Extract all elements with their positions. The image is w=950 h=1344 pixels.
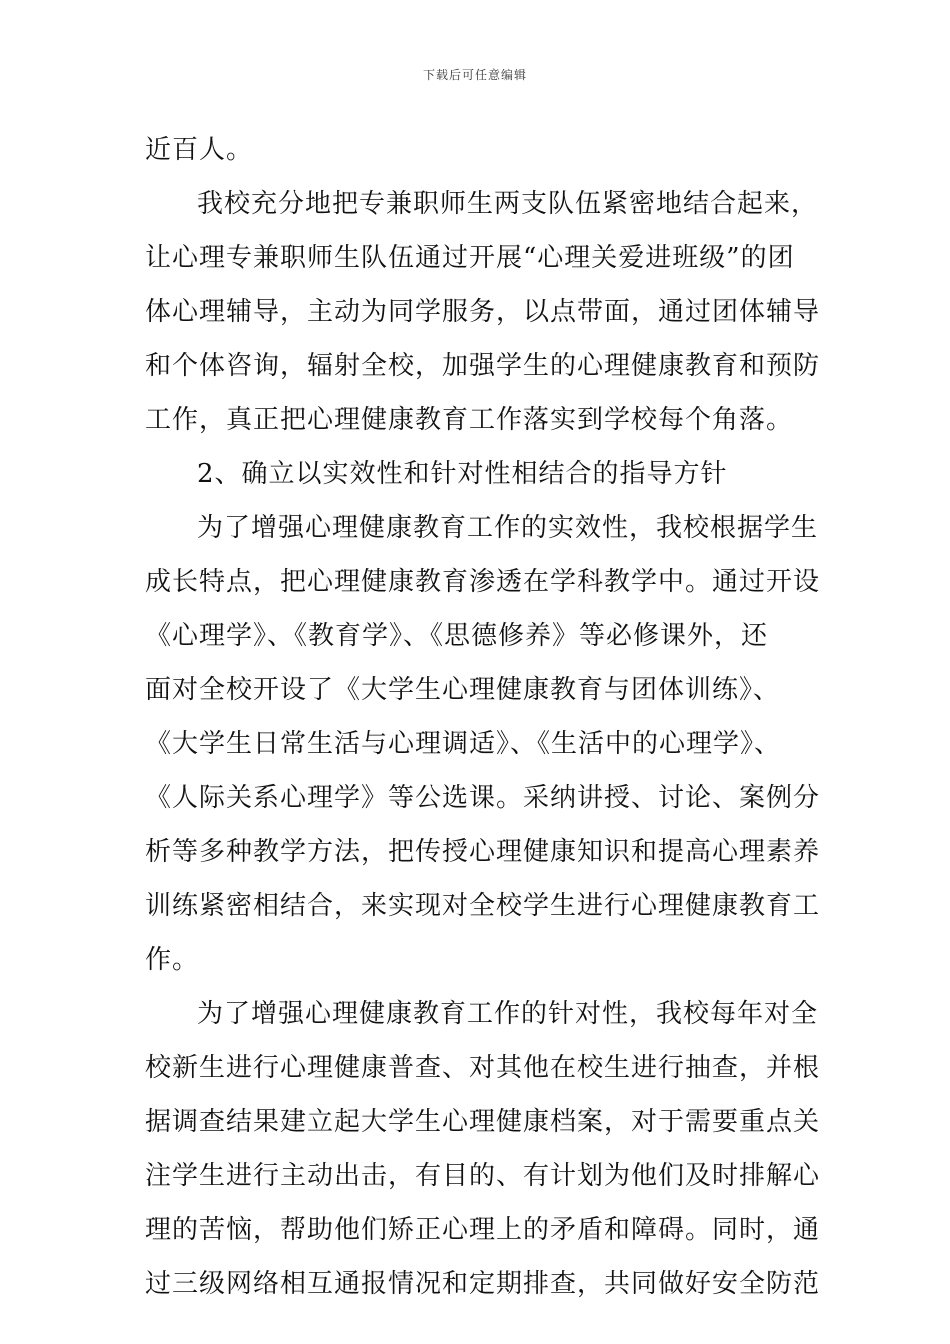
text-line: 为了增强心理健康教育工作的针对性，我校每年对全 [197, 999, 819, 1029]
text-line: 和个体咨询，辐射全校，加强学生的心理健康教育和预防 [145, 351, 821, 381]
text-line: 《大学生日常生活与心理调适》、《生活中的心理学》、 [145, 729, 782, 759]
header-note: 下载后可任意编辑 [422, 68, 527, 82]
text-line: 面对全校开设了《大学生心理健康教育与团体训练》、 [145, 675, 781, 705]
text-line: 析等多种教学方法，把传授心理健康知识和提高心理素养 [145, 837, 821, 867]
text-line: 训练紧密相结合，来实现对全校学生进行心理健康教育工 [145, 891, 821, 921]
text-line: 注学生进行主动出击，有目的、有计划为他们及时排解心 [145, 1161, 821, 1191]
text-line: 据调查结果建立起大学生心理健康档案，对于需要重点关 [145, 1107, 821, 1137]
body-text [145, 128, 821, 1316]
text-line: 体心理辅导，主动为同学服务，以点带面，通过团体辅导 [145, 297, 821, 327]
text-line: 过三级网络相互通报情况和定期排查，共同做好安全防范 [145, 1269, 821, 1299]
text-line: 近百人。 [145, 135, 254, 165]
section-heading: 2、确立以实效性和针对性相结合的指导方针 [197, 459, 728, 489]
text-line: 校新生进行心理健康普查、对其他在校生进行抽查，并根 [145, 1053, 821, 1083]
text-line: 工作，真正把心理健康教育工作落实到学校每个角落。 [145, 405, 794, 435]
text-line: 《心理学》、《教育学》、《思德修养》等必修课外，还 [145, 621, 769, 651]
text-line: 理的苦恼，帮助他们矫正心理上的矛盾和障碍。同时，通 [145, 1215, 821, 1245]
text-line: 成长特点，把心理健康教育渗透在学科教学中。通过开设 [145, 567, 821, 597]
text-line: 作。 [145, 945, 200, 975]
text-line: 我校充分地把专兼职师生两支队伍紧密地结合起来， [197, 189, 819, 219]
text-line: 让心理专兼职师生队伍通过开展“心理关爱进班级”的团 [145, 243, 795, 273]
text-line: 为了增强心理健康教育工作的实效性，我校根据学生 [197, 513, 819, 543]
text-line: 《人际关系心理学》等公选课。采纳讲授、讨论、案例分 [145, 783, 821, 813]
